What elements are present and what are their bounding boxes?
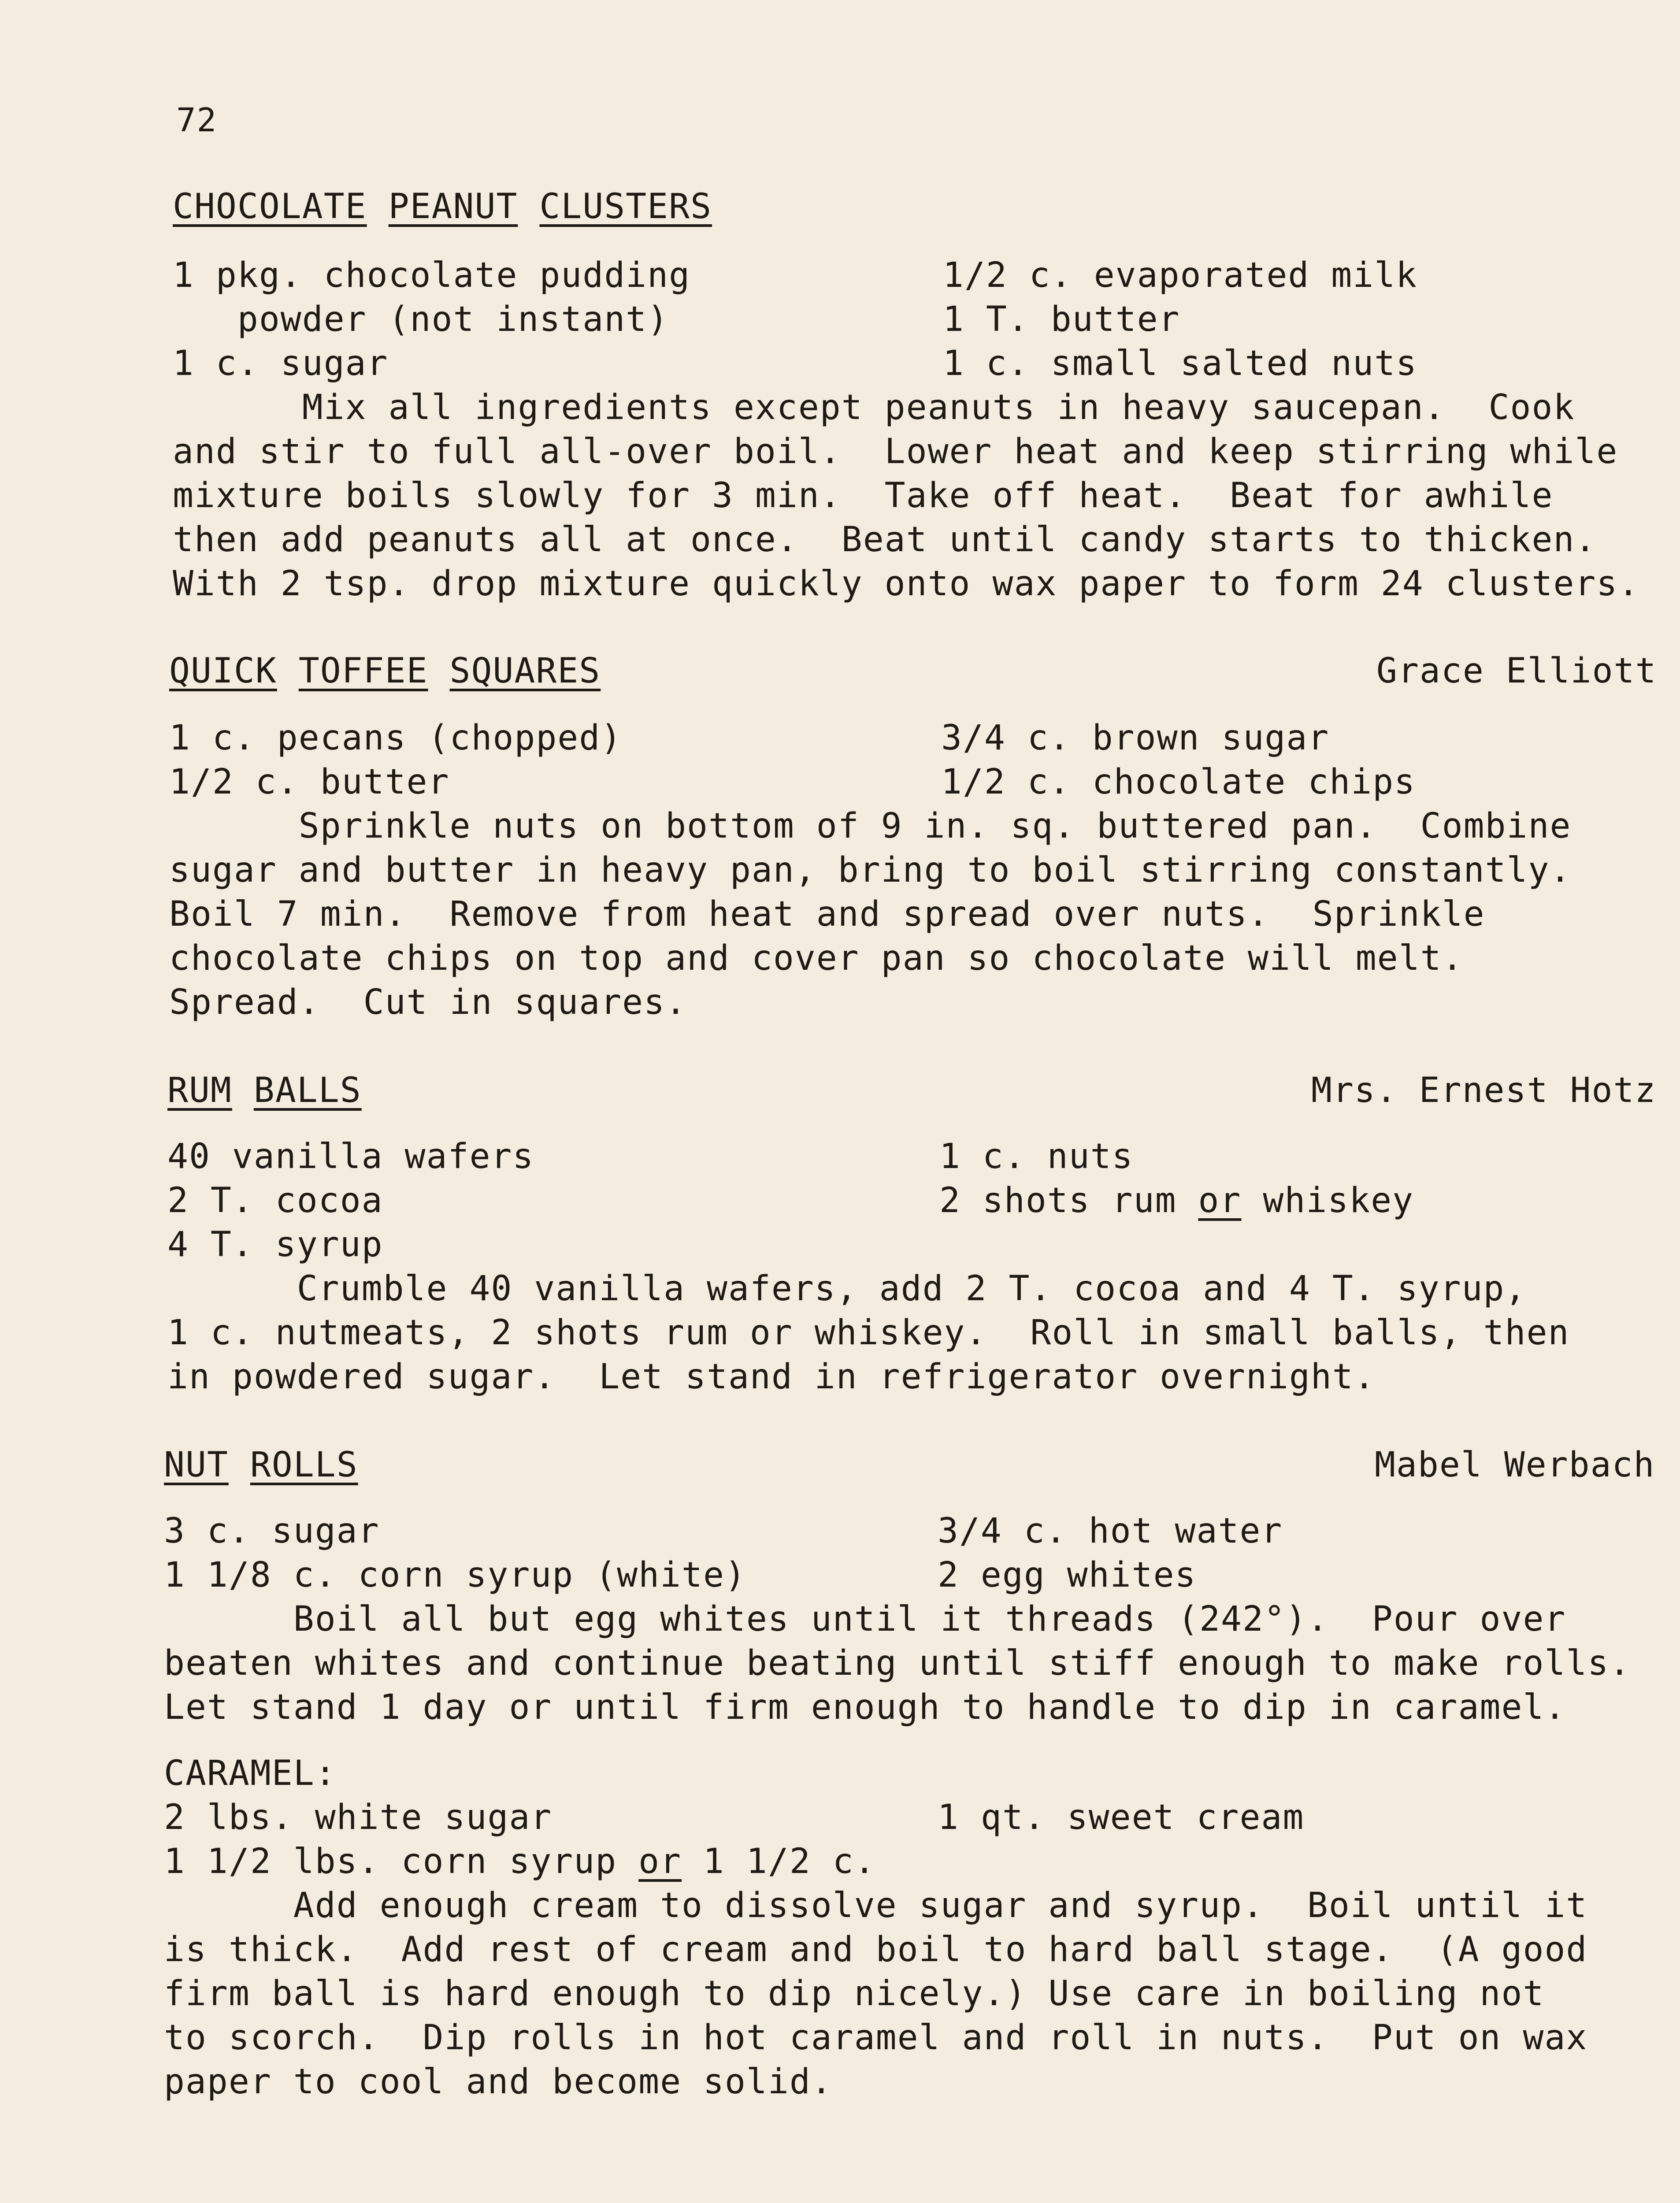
or-underlined: or [1198,1181,1242,1220]
title-word: PEANUT [388,187,518,226]
ingredient-left [164,1844,876,1879]
direction-line: Crumble 40 vanilla wafers, add 2 T. cocoa and 4 T. syrup, [167,1269,1527,1309]
recipe-author: Mabel Werbach [1375,1445,1655,1485]
direction-line: Let stand 1 day or until firm enough to handle to dip in caramel. [164,1687,1566,1727]
ingredient-right: 1 c. nuts [939,1137,1134,1176]
ingredient-right: 3/4 c. brown sugar [941,718,1330,758]
direction-line: Sprinkle nuts on bottom of 9 in. sq. buttered pan. Combine [169,806,1572,846]
ingredient-left: 1/2 c. butter [169,762,450,802]
title-word: QUICK [169,651,277,691]
direction-line: Mix all ingredients except peanuts in heavy saucepan. Cook [173,388,1575,427]
ingredient-left: 3 c. sugar [164,1511,380,1551]
direction-line: Add enough cream to dissolve sugar and syrup. Boil until it [164,1886,1588,1925]
ingredient-left: powder (not instant) [173,300,669,339]
page-number: 72 [176,101,218,139]
ingredient-right: 3/4 c. hot water [938,1511,1283,1551]
ingredient-right: 1 T. butter [943,300,1180,339]
direction-line: Boil 7 min. Remove from heat and spread over nuts. Sprinkle [169,894,1485,934]
ingredient-left: 2 T. cocoa [167,1181,383,1220]
title-word: CHOCOLATE [173,187,367,226]
direction-line: Spread. Cut in squares. [169,983,687,1022]
direction-line: to scorch. Dip rolls in hot caramel and roll in nuts. Put on wax [164,2018,1588,2058]
ingredient-text: 1 1/2 lbs. corn syrup [164,1842,639,1881]
title-word: ROLLS [250,1445,358,1485]
direction-line: mixture boils slowly for 3 min. Take off heat. Beat for awhile [173,476,1554,516]
recipe-title [173,189,712,224]
title-word: BALLS [253,1071,362,1110]
ingredient-left: 40 vanilla wafers [167,1137,534,1176]
ingredient-right: 1 c. small salted nuts [943,344,1418,383]
recipe-title [167,1073,362,1108]
ingredient-left: 1 c. pecans (chopped) [169,718,623,758]
ingredient-right: 2 egg whites [938,1555,1197,1595]
ingredient-left: 2 lbs. white sugar [164,1798,553,1837]
recipe-author: Mrs. Ernest Hotz [1311,1071,1657,1110]
direction-line: chocolate chips on top and cover pan so chocolate will melt. [169,938,1464,978]
ingredient-right: 1/2 c. chocolate chips [941,762,1416,802]
recipe-title [164,1445,358,1485]
direction-line: With 2 tsp. drop mixture quickly onto wax paper to form 24 clusters. [173,564,1640,604]
direction-line: beaten whites and continue beating until stiff enough to make rolls. [164,1643,1631,1683]
or-underlined: or [638,1842,682,1881]
ingredient-right [939,1183,1414,1218]
ingredient-left: 1 pkg. chocolate pudding [173,256,691,295]
title-word: RUM [167,1071,232,1110]
ingredient-left: 1 c. sugar [173,344,389,383]
ingredient-left: 4 T. syrup [167,1225,383,1265]
direction-line: 1 c. nutmeats, 2 shots rum or whiskey. Roll in small balls, then [167,1313,1570,1353]
ingredient-right: 1 qt. sweet cream [938,1798,1305,1837]
ingredient-right: 1/2 c. evaporated milk [943,256,1418,295]
direction-line: paper to cool and become solid. [164,2062,833,2102]
ingredient-text: whiskey [1241,1181,1414,1220]
direction-line: and stir to full all-over boil. Lower heat and keep stirring while [173,432,1618,471]
direction-line: firm ball is hard enough to dip nicely.) Use care in boiling not [164,1974,1545,2014]
title-word: SQUARES [449,651,601,691]
ingredient-text: 1 1/2 c. [682,1842,876,1881]
direction-line: then add peanuts all at once. Beat until candy starts to thicken. [173,520,1597,560]
ingredient-text: 2 shots rum [939,1181,1198,1220]
direction-line: sugar and butter in heavy pan, bring to boil stirring constantly. [169,850,1572,890]
title-word: CLUSTERS [539,187,712,226]
ingredient-left: 1 1/8 c. corn syrup (white) [164,1555,746,1595]
title-word: NUT [164,1445,229,1485]
direction-line: is thick. Add rest of cream and boil to hard ball stage. (A good [164,1930,1588,1969]
recipe-author: Grace Elliott [1376,651,1657,691]
caramel-heading: CARAMEL: [164,1754,337,1793]
title-word: TOFFEE [298,651,428,691]
direction-line: in powdered sugar. Let stand in refrigerator overnight. [167,1357,1376,1397]
direction-line: Boil all but egg whites until it threads (242°). Pour over [164,1599,1566,1639]
recipe-title [169,651,601,691]
